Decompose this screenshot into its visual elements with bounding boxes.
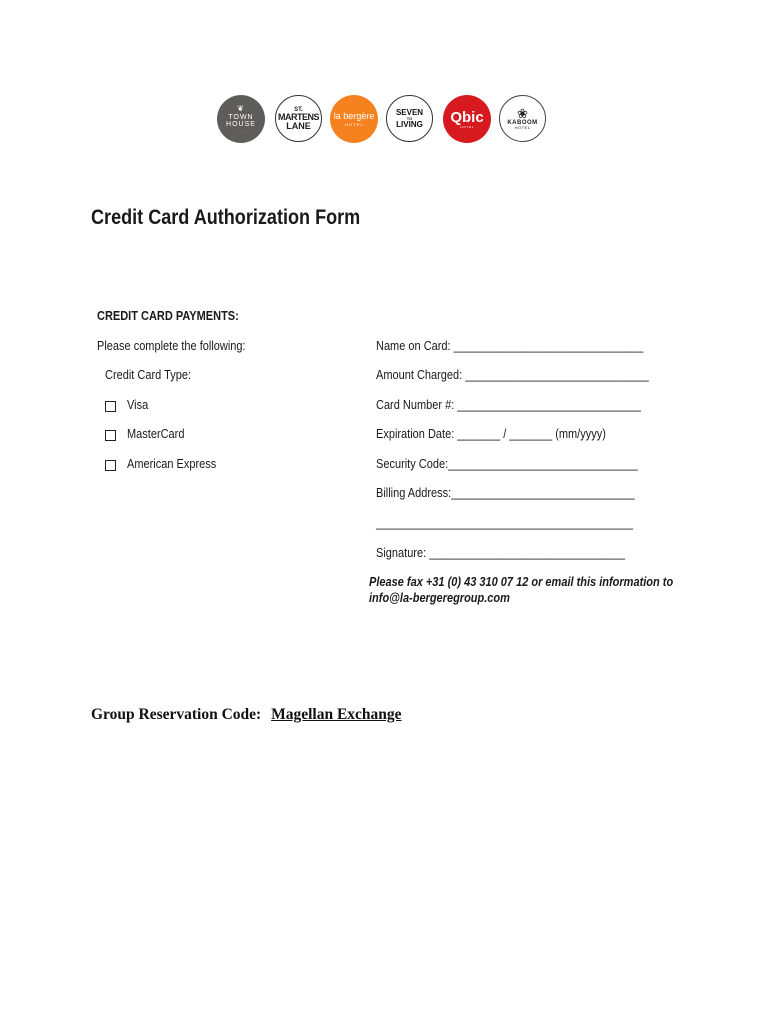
visa-option-label: [127, 398, 151, 412]
logo-text: LIVING: [396, 119, 423, 129]
signature-label: Signature: ________________________________: [376, 546, 625, 560]
signature-field[interactable]: [376, 546, 659, 560]
section-heading-colon: :: [235, 309, 239, 323]
instruction-label: Please complete the following:: [97, 339, 246, 353]
logo-text: HOTEL: [514, 125, 531, 130]
visa-label: Visa: [127, 398, 149, 412]
name-on-card-label: Name on Card: _______________________________: [376, 339, 644, 353]
group-reservation: [91, 706, 402, 724]
logo-text: SEVEN: [395, 107, 424, 117]
group-reservation-label: Group Reservation Code:: [91, 706, 262, 723]
card-number-field[interactable]: [376, 398, 677, 412]
american-express-label: American Express: [127, 457, 217, 471]
fax-instructions: [369, 575, 673, 606]
security-code-field[interactable]: [376, 457, 674, 471]
american-express-option-label: [127, 457, 228, 471]
qbic-logo: [443, 95, 491, 143]
seven-to-living-logo: [386, 95, 433, 142]
name-on-card-field[interactable]: [376, 339, 680, 353]
expiration-date-label: Expiration Date: _______ / _______ (mm/yyyy): [376, 427, 606, 441]
la-bergere-logo: [330, 95, 378, 143]
amount-charged-field[interactable]: [376, 368, 686, 382]
logo-text: TOWN: [228, 114, 254, 121]
mastercard-label: MasterCard: [127, 427, 185, 441]
visa-checkbox[interactable]: [105, 401, 116, 412]
amount-charged-label: Amount Charged: ______________________________: [376, 368, 649, 382]
form-title: Credit Card Authorization Form: [91, 206, 361, 229]
logo-text: la bergère: [333, 110, 375, 121]
billing-address-field[interactable]: [376, 486, 670, 500]
group-reservation-code: Magellan Exchange: [271, 706, 402, 723]
logo-text: ST.: [294, 106, 303, 113]
logo-text: KABOOM: [507, 120, 538, 126]
billing-address-line2-field[interactable]: [376, 516, 668, 530]
instruction-text: [97, 339, 266, 353]
american-express-checkbox[interactable]: [105, 460, 116, 471]
billing-address-label: Billing Address:______________________________: [376, 486, 635, 500]
logo-subtext: · · · · · · · · · ·: [232, 129, 250, 133]
fax-instructions-line1: Please fax +31 (0) 43 310 07 12 or email this information to: [369, 575, 674, 589]
st-martens-lane-logo: [275, 95, 322, 142]
section-heading: [97, 309, 258, 323]
security-code-label: Security Code:_______________________________: [376, 457, 638, 471]
card-number-label: Card Number #: ______________________________: [376, 398, 641, 412]
mastercard-option-label: [127, 427, 192, 441]
card-type-label-text: Credit Card Type:: [105, 368, 192, 382]
logo-subtext: H O T E L: [460, 124, 474, 129]
mastercard-checkbox[interactable]: [105, 430, 116, 441]
card-type-label: [105, 368, 203, 382]
logo-text: Qbic: [450, 108, 484, 126]
section-heading-text: CREDIT CARD PAYMENTS: [97, 309, 236, 323]
logo-text: LANE: [286, 120, 311, 131]
kaboom-hotel-logo: [499, 95, 546, 142]
logo-subtext: H O T E L: [345, 121, 363, 127]
logo-text: TO: [406, 115, 413, 121]
expiration-date-field[interactable]: [376, 427, 637, 441]
leaf-icon: ❦: [237, 104, 245, 113]
logo-text: MARTENS: [278, 111, 319, 122]
email-address[interactable]: info@la-bergeregroup.com: [369, 590, 510, 605]
logo-text: HOUSE: [226, 121, 256, 128]
town-house-logo: [217, 95, 265, 143]
billing-address-line2: __________________________________________: [376, 516, 633, 530]
jumping-figure-icon: ❀: [517, 106, 528, 121]
